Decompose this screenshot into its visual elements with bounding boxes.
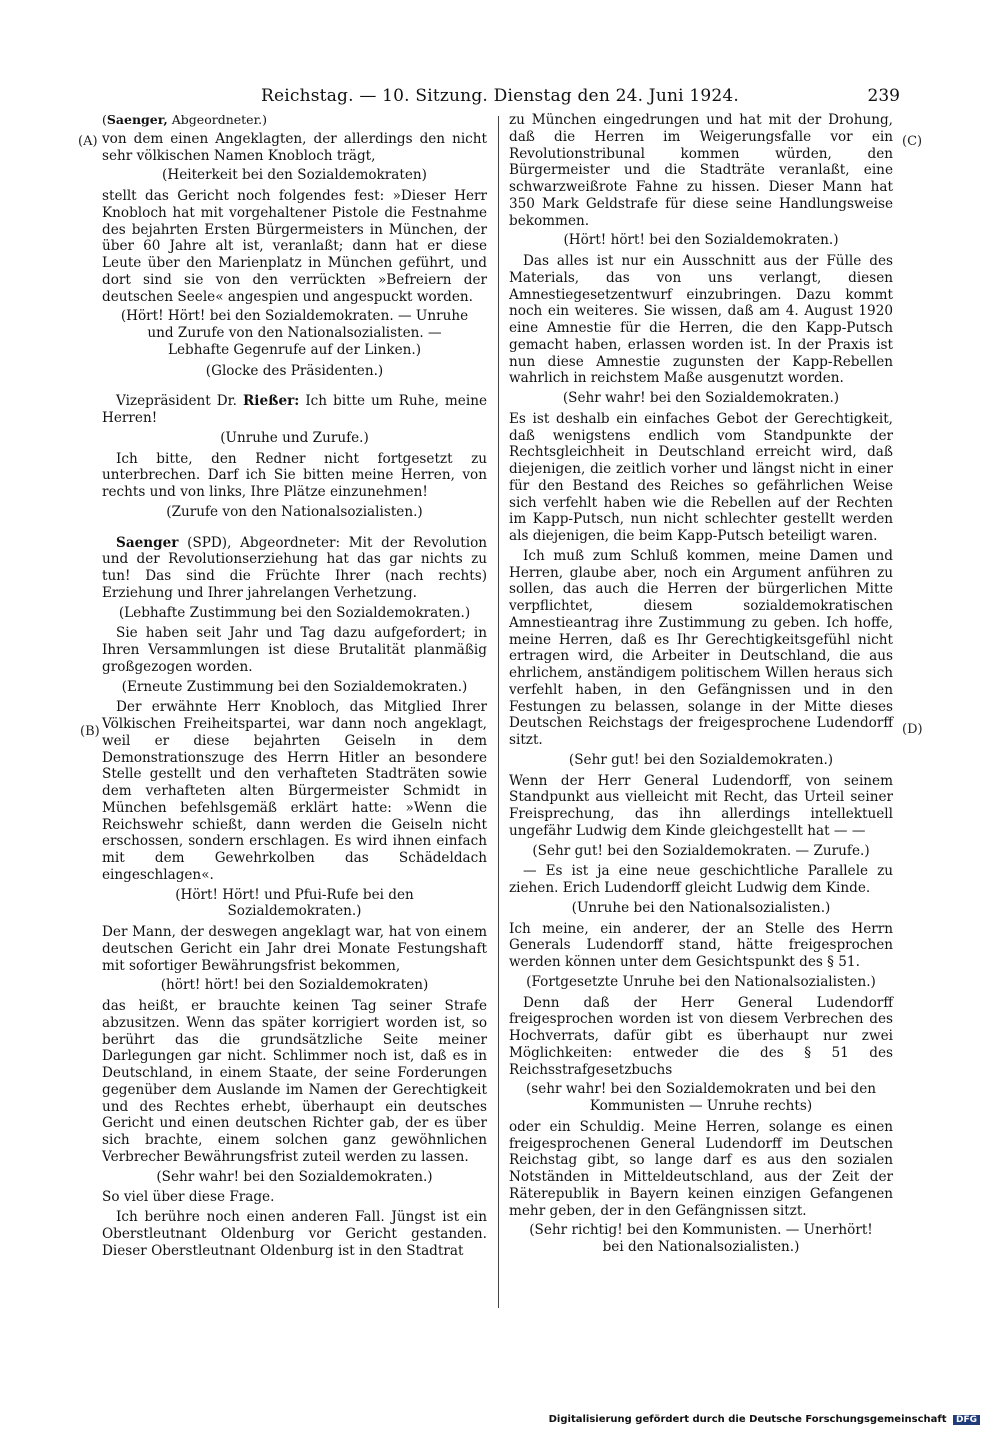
speaker-name: Saenger bbox=[116, 534, 179, 551]
margin-mark-c: (C) bbox=[902, 134, 923, 149]
right-column bbox=[509, 112, 893, 1260]
paragraph: Es ist deshalb ein einfaches Gebot der Gerechtigkeit, daß wenigstens endlich vom Standpunkte der Rechtsgleichheit in Deutschland erreicht wird, daß diejenigen, die zeitlich vorher und längst nicht in einer für den Bestand des Reiches so gefährlichen Weise sich verfehlt haben wie die Rebellen auf der Rechten im Kapp-Putsch, nun nicht schlechter gestellt werden als diejenigen, die beim Kapp-Putsch beteiligt waren. bbox=[509, 410, 893, 544]
paragraph: zu München eingedrungen und hat mit der Drohung, daß die Herren im Weigerungsfalle vor ein Revolutionstribunal kommen würden, den Bürgermeister und die Stadträte veranlaßt, eine schwarzweißrote Fahne zu hissen. Dieser Mann hat 350 Mark Geldstrafe für diese seine Handlungsweise bekommen. bbox=[509, 112, 893, 229]
interjection: (Fortgesetzte Unruhe bei den Nationalsozialisten.) bbox=[526, 973, 876, 990]
running-header bbox=[100, 86, 900, 108]
paragraph: Ich meine, ein anderer, der an Stelle des Herrn Generals Ludendorff stand, hätte freigesprochen werden können unter dem Gesichtspunkt des § 51. bbox=[509, 920, 893, 970]
continued-speaker-head: (Saenger, Abgeordneter.) bbox=[102, 112, 268, 127]
page-number: 239 bbox=[867, 86, 900, 106]
interjection: (Hört! Hört! und Pfui-Rufe bei den Sozialdemokraten.) bbox=[175, 886, 414, 920]
paragraph: So viel über diese Frage. bbox=[102, 1189, 275, 1206]
interjection: (Zurufe von den Nationalsozialisten.) bbox=[166, 503, 423, 520]
paragraph: von dem einen Angeklagten, der allerdings den nicht sehr völkischen Namen Knobloch trägt, bbox=[102, 130, 487, 164]
credit-text: Digitalisierung gefördert durch die Deutsche Forschungsgemeinschaft bbox=[548, 1414, 947, 1425]
interjection: (Sehr gut! bei den Sozialdemokraten.) bbox=[568, 751, 834, 768]
paragraph: — Es ist ja eine neue geschichtliche Parallele zu ziehen. Erich Ludendorff gleicht Ludwig dem Kinde. bbox=[509, 863, 893, 896]
paragraph: das heißt, er brauchte keinen Tag seiner Strafe abzusitzen. Wenn das später korrigiert worden ist, so berührt das die grundsätzliche Seite meiner Darlegungen gar nicht. Schlimmer noch ist, daß es in Deutschland, in einem Staate, der seine Forderungen gegenüber dem Auslande im Namen der Gerechtigkeit und des Rechtes erhebt, überhaupt ein deutsches Gericht und einen deutschen Richter gab, der es über sich brachte, einem solchen ganz gewöhnlichen Verbrecher Bewährungsfrist zuteil werden zu lassen. bbox=[102, 998, 487, 1165]
interjection: (Sehr wahr! bei den Sozialdemokraten.) bbox=[562, 390, 840, 406]
left-column bbox=[102, 112, 487, 1262]
vp-intro: Vizepräsident Dr. bbox=[116, 393, 237, 410]
vice-president-speech bbox=[102, 393, 487, 427]
paragraph: Denn daß der Herr General Ludendorff freigesprochen worden ist von diesem Verbrechen des Hochverrats, dafür gibt es überhaupt nur zwei Möglichkeiten: entweder die des § 51 des Reichsstrafgesetzbuchs bbox=[509, 994, 893, 1078]
interjection: (Sehr gut! bei den Sozialdemokraten. — Zurufe.) bbox=[532, 842, 870, 859]
interjection: (hört! hört! bei den Sozialdemokraten) bbox=[160, 977, 429, 994]
vp-name: Rießer: bbox=[243, 393, 300, 410]
paragraph: Sie haben seit Jahr und Tag dazu aufgefordert; in Ihren Versammlungen ist diese Brutalität planmäßig großgezogen worden. bbox=[102, 625, 487, 675]
paragraph: Ich berühre noch einen anderen Fall. Jüngst ist ein Oberstleutnant Oldenburg vor Gericht gestanden. Dieser Oberstleutnant Oldenburg ist in den Stadtrat bbox=[102, 1209, 487, 1259]
interjection: (Sehr richtig! bei den Kommunisten. — Unerhört! bei den Nationalsozialisten.) bbox=[529, 1222, 873, 1255]
paragraph: Wenn der Herr General Ludendorff, von seinem Standpunkt aus vielleicht mit Recht, das Urteil seiner Freisprechung, das ihn allerdings intellektuell ungefähr Ludwig dem Kinde gleichgestellt hat — — bbox=[509, 772, 893, 839]
digitization-credit bbox=[549, 1414, 980, 1425]
paragraph: Ich bitte, den Redner nicht fortgesetzt zu unterbrechen. Darf ich Sie bitten meine Herren, von rechts und von links, Ihre Plätze einzunehmen! bbox=[102, 450, 487, 500]
speaker-head-name: Saenger, bbox=[106, 112, 168, 127]
interjection: (Sehr wahr! bei den Sozialdemokraten.) bbox=[156, 1168, 433, 1185]
paragraph: Der Mann, der deswegen angeklagt war, hat von einem deutschen Gericht ein Jahr drei Monate Festungshaft mit sofortiger Bewährungsfrist bekommen, bbox=[102, 924, 487, 974]
interjection: (Unruhe bei den Nationalsozialisten.) bbox=[571, 899, 831, 916]
margin-mark-d: (D) bbox=[902, 722, 923, 737]
speaker-head-role: Abgeordneter.) bbox=[171, 112, 268, 127]
speaker-text: (SPD), Abgeordneter: Mit der Revolution und der Revolutionserziehung hat das gar nichts zu tun! Das sind die Früchte Ihrer (nach rechts) Erziehung und Ihrer jahrelangen Verhetzung. bbox=[102, 534, 488, 601]
margin-mark-a: (A) bbox=[78, 134, 98, 149]
margin-mark-b: (B) bbox=[80, 724, 100, 739]
interjection: (Glocke des Präsidenten.) bbox=[205, 362, 384, 379]
paragraph: stellt das Gericht noch folgendes fest: »Dieser Herr Knobloch hat mit vorgehaltener Pistole die Festnahme des bejahrten Ersten Bürgermeisters in München, der über 60 Jahre alt ist, veranlaßt; dann hat er diese Leute über den Marienplatz in München geführt, und dort sind sie von den verrückten »Befreiern der deutschen Seele« angespien und angespuckt worden. bbox=[102, 188, 487, 305]
paragraph: Der erwähnte Herr Knobloch, das Mitglied Ihrer Völkischen Freiheitspartei, war dann noch angeklagt, weil er diese bejahrten Geiseln in dem Demonstrationszuge des Herrn Hitler an besondere Stelle gestellt und den verhafteten Stadträten sowie dem verhafteten alten Bürgermeister Schmidt in München befehlsgemäß erklärt hatte: »Wenn die Reichswehr schießt, dann werden die Geiseln nicht erschossen, sondern erschlagen. Es wird ihnen einfach mit dem Gewehrkolben das Schädeldach eingeschlagen«. bbox=[102, 699, 487, 883]
interjection: (Unruhe und Zurufe.) bbox=[220, 429, 369, 446]
dfg-logo-icon: DFG bbox=[953, 1415, 980, 1425]
vp-text: Ich bitte um Ruhe, meine Herren! bbox=[102, 393, 487, 426]
interjection: (Lebhafte Zustimmung bei den Sozialdemokraten.) bbox=[118, 604, 471, 621]
interjection: (Hört! hört! bei den Sozialdemokraten.) bbox=[563, 232, 839, 249]
paragraph: Das alles ist nur ein Ausschnitt aus der Fülle des Materials, das von uns verlangt, diesen Amnestiegesetzentwurf einzubringen. Dazu kommt noch ein weiteres. Sie wissen, daß am 4. August 1920 eine Amnestie für die Herren, die den Kapp-Putsch gemacht haben, erlassen worden ist. In der Praxis ist nun diese Amnestie zugunsten der Kapp-Rebellen wahrlich in reichstem Maße ausgenutzt worden. bbox=[509, 253, 893, 387]
column-divider bbox=[498, 116, 499, 1308]
paragraph: oder ein Schuldig. Meine Herren, solange es einen freigesprochenen General Ludendorff im Deutschen Reichstag gibt, so lange darf es aus den sozialen Notständen in Mitteldeutschland, aus der Zeit der Räterepublik in Bayern keinen einzigen Gefangenen mehr geben, der in den Gefängnissen sitzt. bbox=[509, 1118, 893, 1219]
running-title: Reichstag. — 10. Sitzung. Dienstag den 24. Juni 1924. bbox=[260, 86, 740, 106]
interjection: (Heiterkeit bei den Sozialdemokraten) bbox=[162, 167, 427, 184]
speaker-speech bbox=[102, 535, 487, 602]
interjection: (Erneute Zustimmung bei den Sozialdemokraten.) bbox=[121, 678, 468, 695]
paragraph: Ich muß zum Schluß kommen, meine Damen und Herren, glaube aber, noch ein Argument anführen zu sollen, das auch die Herren der bürgerlichen Mitte verpflichtet, diesem sozialdemokratischen Amnestieantrag ihre Zustimmung zu geben. Ich hoffe, meine Herren, daß es Ihr Gerechtigkeitsgefühl nicht ertragen wird, die Arbeiter in Deutschland, die aus ehrlichem, anständigem politischem Willen heraus sich verfehlt haben, in den Gefängnissen und in den Festungen zu belassen, solange in der Mitte dieses Deutschen Reichstags der freigesprochene Ludendorff sitzt. bbox=[509, 547, 893, 748]
interjection: (Hört! Hört! bei den Sozialdemokraten. — Unruhe und Zurufe von den Nationalsozialisten. — Lebhafte Gegenrufe auf der Linken.) bbox=[120, 308, 469, 358]
interjection: (sehr wahr! bei den Sozialdemokraten und bei den Kommunisten — Unruhe rechts) bbox=[525, 1081, 877, 1114]
